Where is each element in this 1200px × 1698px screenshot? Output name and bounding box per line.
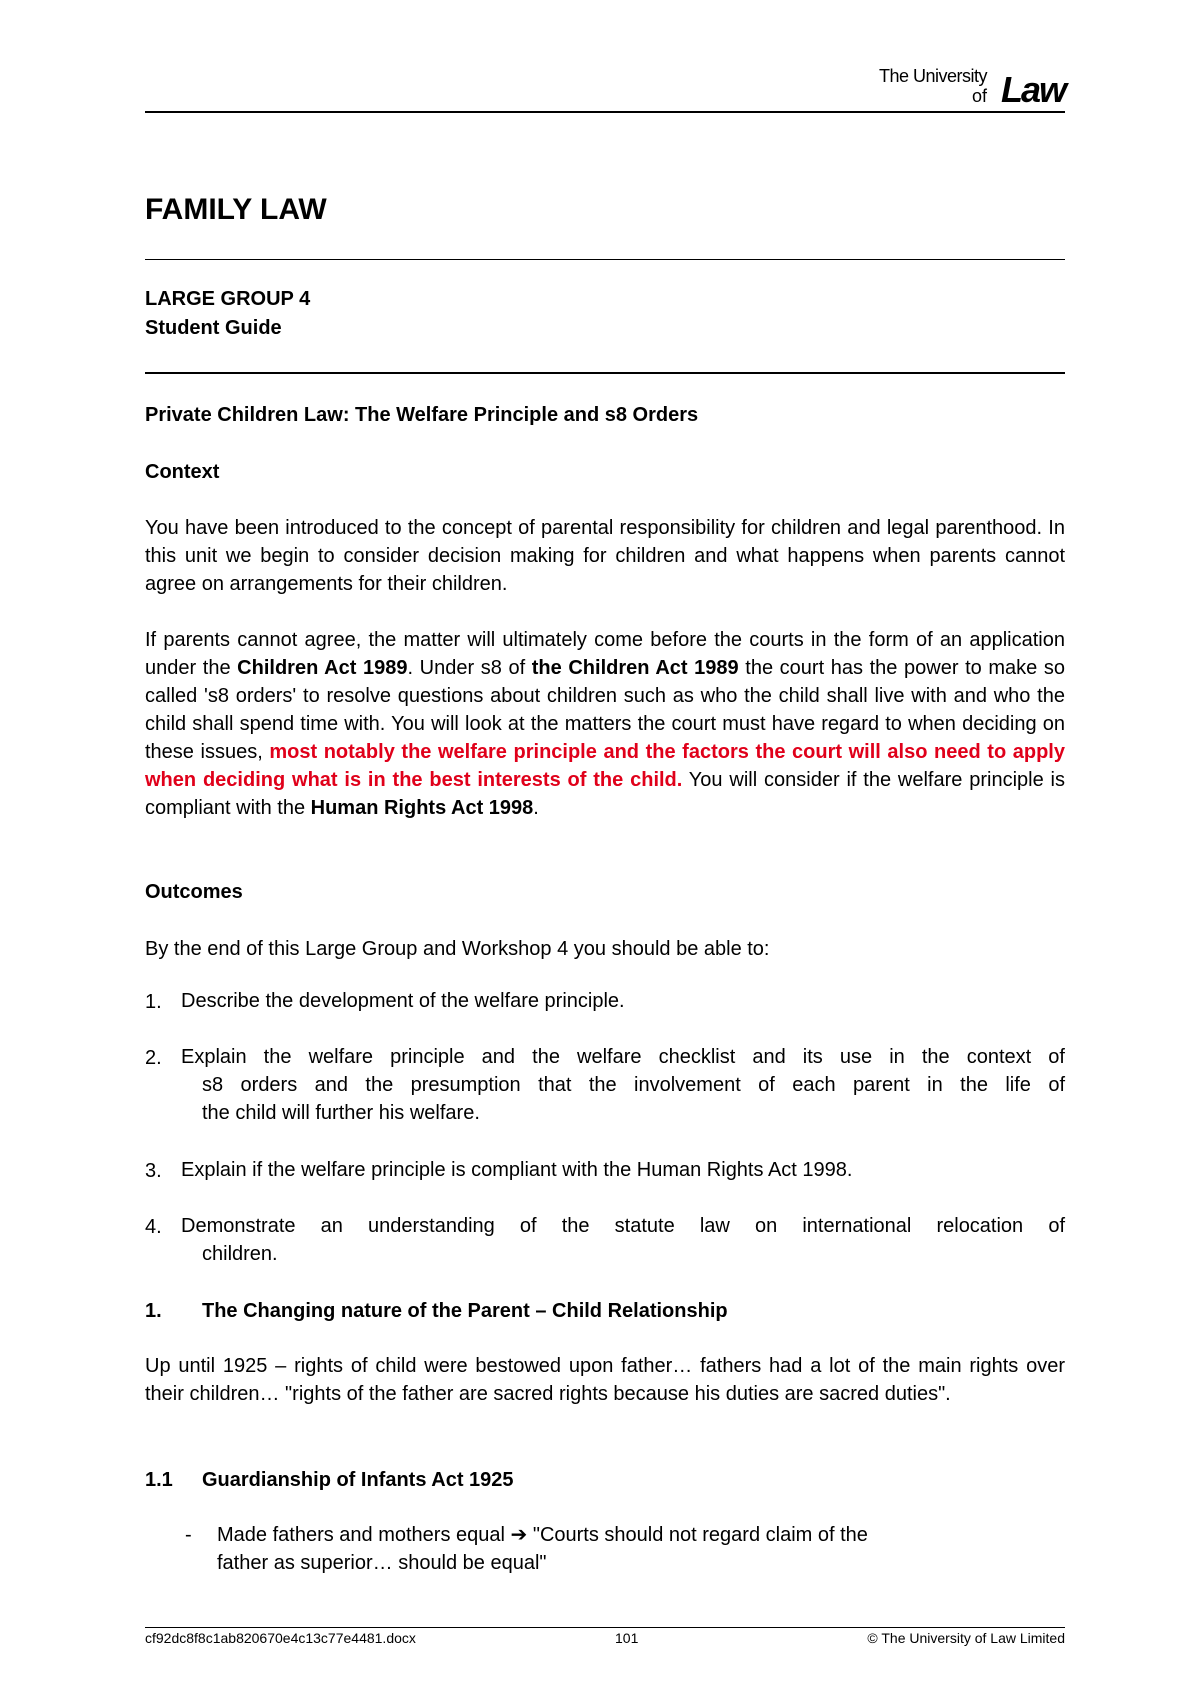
university-logo: [855, 66, 1065, 110]
outcome-text: Describe the development of the welfare principle.: [181, 990, 625, 1012]
logo-the-university: The University: [878, 66, 987, 86]
document-title: FAMILY LAW: [145, 193, 327, 226]
outcomes-heading: Outcomes: [145, 881, 243, 903]
outcome-number: 4.: [145, 1216, 162, 1238]
section-1-1-heading: Guardianship of Infants Act 1925: [202, 1469, 514, 1491]
outcome-number: 2.: [145, 1047, 162, 1069]
arrow-icon: ➔: [510, 1524, 528, 1546]
bullet-text-line2: father as superior… should be equal": [217, 1552, 547, 1574]
context-paragraph-1: You have been introduced to the concept of parental responsibility for children and legal parenthood. In this unit we begin to consider decision making for children and what happens when parents cannot agree on arrangements for their children.: [145, 517, 1065, 595]
logo-of: of: [971, 86, 987, 106]
bullet-dash: -: [185, 1524, 192, 1546]
subtitle-student-guide: Student Guide: [145, 317, 282, 339]
footer-page-number: 101: [615, 1630, 639, 1646]
outcome-text: Demonstrate an understanding of the statute law on international relocation of children.: [181, 1215, 1065, 1265]
logo-law: Law: [1000, 69, 1065, 110]
children-act-ref-2: the Children Act 1989: [531, 657, 739, 679]
outcome-number: 1.: [145, 991, 162, 1013]
human-rights-act-ref: Human Rights Act 1998: [310, 797, 534, 819]
outcome-text: Explain if the welfare principle is compliant with the Human Rights Act 1998.: [181, 1159, 853, 1181]
footer-rule: [145, 1627, 1065, 1628]
context-paragraph-2: If parents cannot agree, the matter will ultimately come before the courts in the form of an application under the Children Act 1989. Under s8 of the Children Act 1989 the court has the power to make so called 's8 orders' to resolve questions about children such as who the child shall live with and who the child shall spend time with. You will look at the matters the court must have regard to when deciding on these issues, most notably the welfare principle and the factors the court will also need to apply when deciding what is in the best interests of the child. You will consider if the welfare principle is compliant with the Human Rights Act 1998.: [145, 629, 1066, 819]
bullet-text: Made fathers and mothers equal ➔ "Courts should not regard claim of the: [217, 1524, 868, 1546]
footer-copyright: © The University of Law Limited: [867, 1630, 1065, 1646]
footer-filename: cf92dc8f8c1ab820670e4c13c77e4481.docx: [145, 1630, 416, 1646]
outcome-text: Explain the welfare principle and the welfare checklist and its use in the context of s8 orders and the presumption that the involvement of each parent in the life of the child will further his welfare.: [181, 1046, 1065, 1124]
section-1-heading: The Changing nature of the Parent – Child Relationship: [202, 1300, 728, 1322]
subtitle-large-group: LARGE GROUP 4: [145, 288, 311, 310]
header-rule: [145, 111, 1065, 113]
outcomes-intro: By the end of this Large Group and Workshop 4 you should be able to:: [145, 938, 770, 960]
children-act-ref: Children Act 1989: [237, 657, 408, 679]
outcome-number: 3.: [145, 1160, 162, 1182]
topic-heading: Private Children Law: The Welfare Principle and s8 Orders: [145, 404, 699, 426]
section-1-1-number: 1.1: [145, 1469, 173, 1491]
highlighted-text: most notably the welfare principle and the factors the court will also need to apply when deciding what is in the best interests of the child.: [145, 741, 1065, 791]
subtitle-rule: [145, 372, 1065, 374]
section-1-paragraph: Up until 1925 – rights of child were bestowed upon father… fathers had a lot of the main rights over their children… "rights of the father are sacred rights because his duties are sacred duties".: [145, 1355, 1065, 1405]
section-1-number: 1.: [145, 1300, 162, 1322]
context-heading: Context: [145, 461, 220, 483]
title-rule: [145, 259, 1065, 260]
